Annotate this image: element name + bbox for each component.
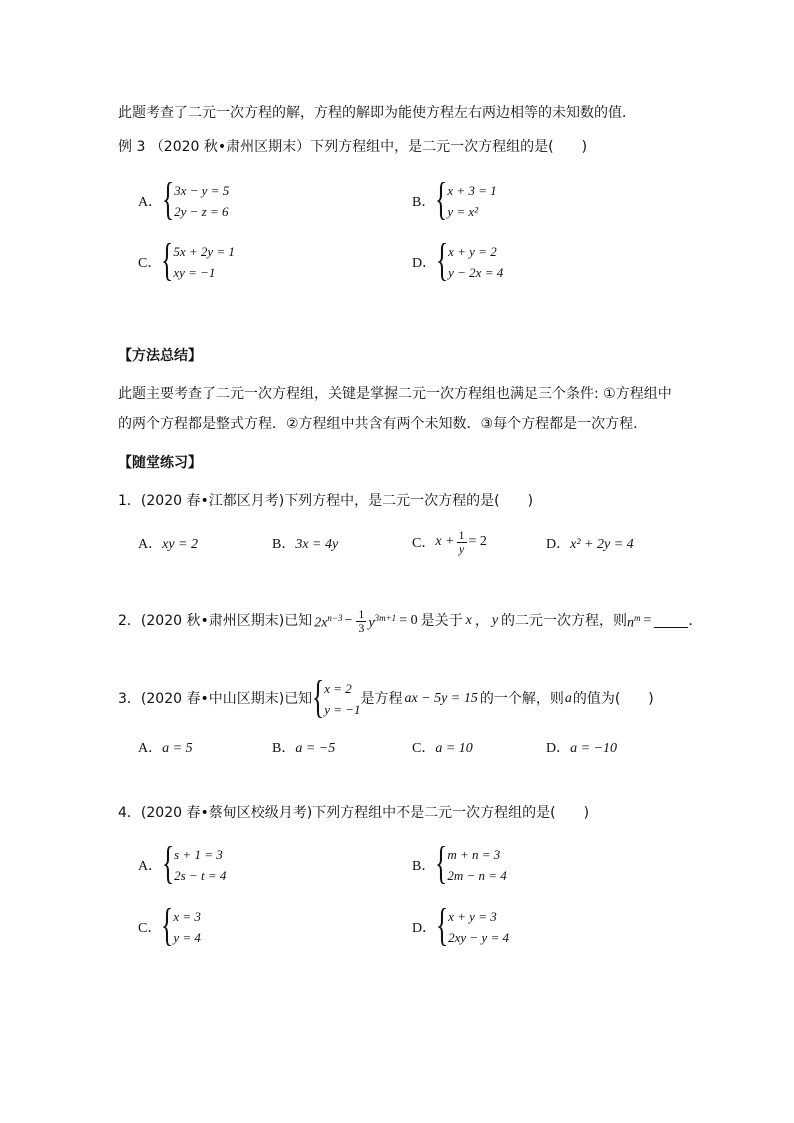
fraction: $\frac{1}{3}$: [358, 606, 365, 635]
example-option-a: A． { 3x − y = 5 2y − z = 6: [138, 173, 230, 224]
brace-icon: {: [312, 671, 325, 722]
example-question: 下列方程组中，是二元一次方程组的是( ): [310, 139, 588, 155]
example-option-d: D． { x + y = 2 y − 2x = 4: [412, 234, 504, 285]
q4-option-c: C． { x = 3 y = 4: [138, 899, 201, 950]
brace-icon: {: [436, 899, 449, 950]
q3-option-d: D．a = −10: [546, 741, 618, 756]
q1-option-d: D．x² + 2y = 4: [546, 537, 634, 552]
method-summary-heading: 【方法总结】: [118, 348, 202, 364]
answer-blank[interactable]: [654, 615, 688, 628]
q4-option-a: A． { s + 1 = 3 2s − t = 4: [138, 837, 227, 888]
practice-heading: 【随堂练习】: [118, 455, 202, 471]
example-option-b: B． { x + 3 = 1 y = x²: [412, 173, 497, 224]
brace-icon: {: [436, 234, 449, 285]
q1-option-c: C． x + $\frac{1}{y}$ = 2: [412, 527, 487, 556]
question-4: 4．(2020 春•蔡甸区校级月考)下列方程组中不是二元一次方程组的是( ): [118, 805, 590, 821]
q4-option-d: D． { x + y = 3 2xy − y = 4: [412, 899, 509, 950]
q1-option-b: B．3x = 4y: [272, 537, 339, 552]
q3-option-c: C．a = 10: [412, 741, 473, 756]
brace-icon: {: [435, 173, 448, 224]
q4-option-b: B． { m + n = 3 2m − n = 4: [412, 837, 507, 888]
example-label: 例 3: [118, 139, 146, 155]
brace-icon: {: [161, 234, 174, 285]
brace-icon: {: [162, 837, 175, 888]
brace-icon: {: [162, 173, 175, 224]
q3-option-a: A．a = 5: [138, 741, 193, 756]
brace-icon: {: [161, 899, 174, 950]
example-option-c: C． { 5x + 2y = 1 xy = −1: [138, 234, 235, 285]
q1-option-a: A．xy = 2: [138, 537, 198, 552]
example-source: （2020 秋•肃州区期末）: [149, 139, 311, 155]
example-3-header: [118, 137, 587, 157]
q3-option-b: B．a = −5: [272, 741, 336, 756]
method-summary-line-1: 此题主要考查了二元一次方程组，关键是掌握二元一次方程组也满足三个条件: ①方程组中: [118, 386, 672, 402]
fraction: $\frac{1}{y}$: [458, 527, 465, 556]
method-summary-line-2: 的两个方程都是整式方程．②方程组中共含有两个未知数．③每个方程都是一次方程．: [118, 416, 648, 432]
question-3: 3． (2020 春•中山区期末) 已知 { x = 2 y = −1 是方程 ax − 5y = 15 的一个解，则 a 的值为( ): [118, 671, 654, 722]
question-1: 1．(2020 春•江都区月考)下列方程中，是二元一次方程的是( ): [118, 493, 534, 509]
brace-icon: {: [435, 837, 448, 888]
intro-text: 此题考查了二元一次方程的解，方程的解即为能使方程左右两边相等的未知数的值．: [118, 105, 636, 121]
question-2: 2． (2020 秋•肃州区期末) 已知 $2x^{n-3}$ − $\frac{1}{3}$ $y^{3m+1}$ = 0 是关于 x ， y 的二元一次方程，则 $n^m$ = ．: [118, 606, 703, 635]
